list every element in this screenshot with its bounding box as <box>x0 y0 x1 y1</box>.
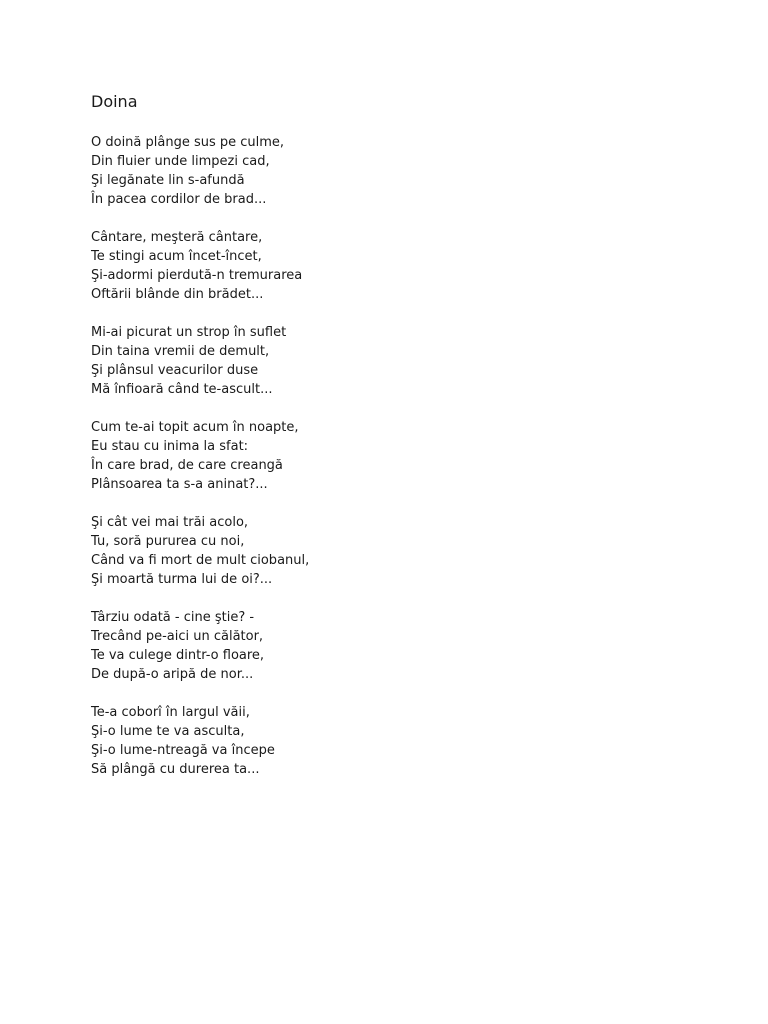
poem-line: Din fluier unde limpezi cad, <box>91 154 270 169</box>
poem-line: Şi plânsul veacurilor duse <box>91 363 259 378</box>
stanza-7 <box>91 703 691 779</box>
poem-body <box>91 133 691 798</box>
poem-line: Şi legănate lin s-afundă <box>91 173 245 188</box>
poem-line: Te-a coborî în largul văii, <box>91 705 250 720</box>
poem-line: Oftării blânde din brădet... <box>91 287 264 302</box>
stanza-3 <box>91 323 691 399</box>
poem-line: Te va culege dintr-o floare, <box>91 648 265 663</box>
stanza-1 <box>91 133 691 209</box>
poem-line: Tu, soră pururea cu noi, <box>91 534 245 549</box>
poem-line: Te stingi acum încet-încet, <box>91 249 262 264</box>
poem-line: Şi cât vei mai trăi acolo, <box>91 515 249 530</box>
stanza-6 <box>91 608 691 684</box>
poem-line: Cântare, meşteră cântare, <box>91 230 263 245</box>
stanza-2 <box>91 228 691 304</box>
poem-line: Şi-o lume-ntreagă va începe <box>91 743 275 758</box>
poem-line: Să plângă cu durerea ta... <box>91 762 260 777</box>
poem-line: Din taina vremii de demult, <box>91 344 270 359</box>
poem-line: Eu stau cu inima la sfat: <box>91 439 249 454</box>
poem-line: De după-o aripă de nor... <box>91 667 254 682</box>
poem-line: Şi moartă turma lui de oi?... <box>91 572 273 587</box>
poem-line: Mă înfioară când te-ascult... <box>91 382 273 397</box>
poem-title: Doina <box>91 92 138 111</box>
stanza-5 <box>91 513 691 589</box>
stanza-4 <box>91 418 691 494</box>
poem-line: Şi-o lume te va asculta, <box>91 724 245 739</box>
poem-line: Plânsoarea ta s-a aninat?... <box>91 477 268 492</box>
poem-line: În pacea cordilor de brad... <box>91 192 267 207</box>
poem-line: Mi-ai picurat un strop în suflet <box>91 325 287 340</box>
poem-line: Cum te-ai topit acum în noapte, <box>91 420 299 435</box>
poem-line: Şi-adormi pierdută-n tremurarea <box>91 268 303 283</box>
poem-line: Trecând pe-aici un călător, <box>91 629 264 644</box>
poem-line: În care brad, de care creangă <box>91 458 283 473</box>
poem-line: O doină plânge sus pe culme, <box>91 135 285 150</box>
poem-line: Când va fi mort de mult ciobanul, <box>91 553 310 568</box>
poem-line: Târziu odată - cine ştie? - <box>91 610 255 625</box>
